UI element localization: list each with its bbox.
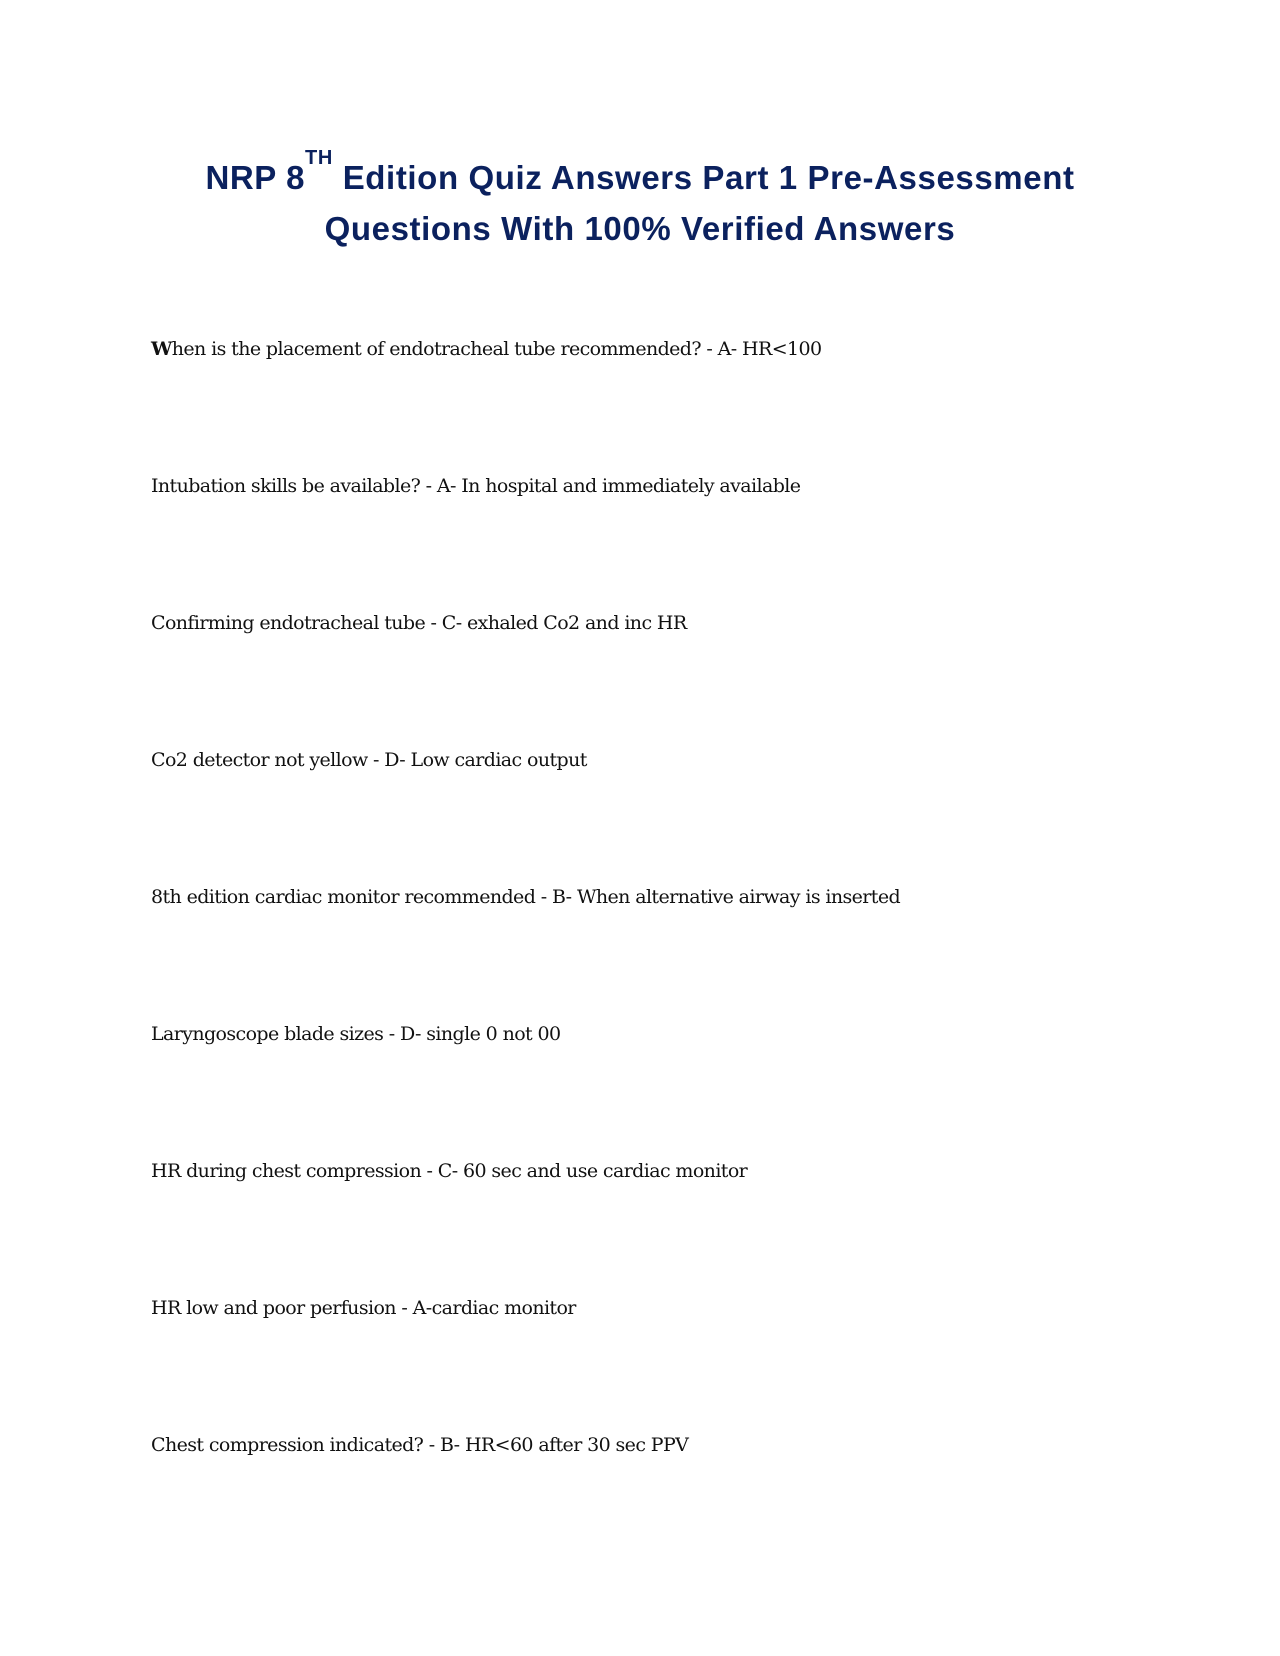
qa-text: Co2 detector not yellow - D- Low cardiac output xyxy=(151,749,587,771)
qa-first-letter: W xyxy=(151,338,172,360)
title-line-2: Questions With 100% Verified Answers xyxy=(324,210,956,247)
qa-text: 8th edition cardiac monitor recommended - B- When alternative airway is inserted xyxy=(151,886,901,908)
qa-item xyxy=(151,749,587,771)
title-line-1 xyxy=(100,147,1180,203)
qa-item xyxy=(151,886,900,908)
qa-text: Laryngoscope blade sizes - D- single 0 not 00 xyxy=(151,1023,561,1045)
qa-text: HR during chest compression - C- 60 sec and use cardiac monitor xyxy=(151,1160,748,1182)
qa-text: Chest compression indicated? - B- HR<60 after 30 sec PPV xyxy=(151,1434,689,1456)
qa-item xyxy=(151,612,687,634)
title-superscript: TH xyxy=(305,147,333,169)
document-title xyxy=(100,147,1180,254)
qa-text: hen is the placement of endotracheal tube recommended? - A- HR<100 xyxy=(171,338,822,360)
qa-item xyxy=(151,1297,576,1319)
qa-item xyxy=(151,1023,561,1045)
qa-item xyxy=(151,338,822,360)
qa-item xyxy=(151,1160,747,1182)
qa-text: Intubation skills be available? - A- In hospital and immediately available xyxy=(151,475,801,497)
title-prefix: NRP 8 xyxy=(205,159,306,196)
qa-item xyxy=(151,1434,688,1456)
qa-text: Confirming endotracheal tube - C- exhaled Co2 and inc HR xyxy=(151,612,687,634)
title-suffix: Edition Quiz Answers Part 1 Pre-Assessment xyxy=(332,159,1075,196)
qa-text: HR low and poor perfusion - A-cardiac monitor xyxy=(151,1297,576,1319)
qa-item xyxy=(151,475,800,497)
